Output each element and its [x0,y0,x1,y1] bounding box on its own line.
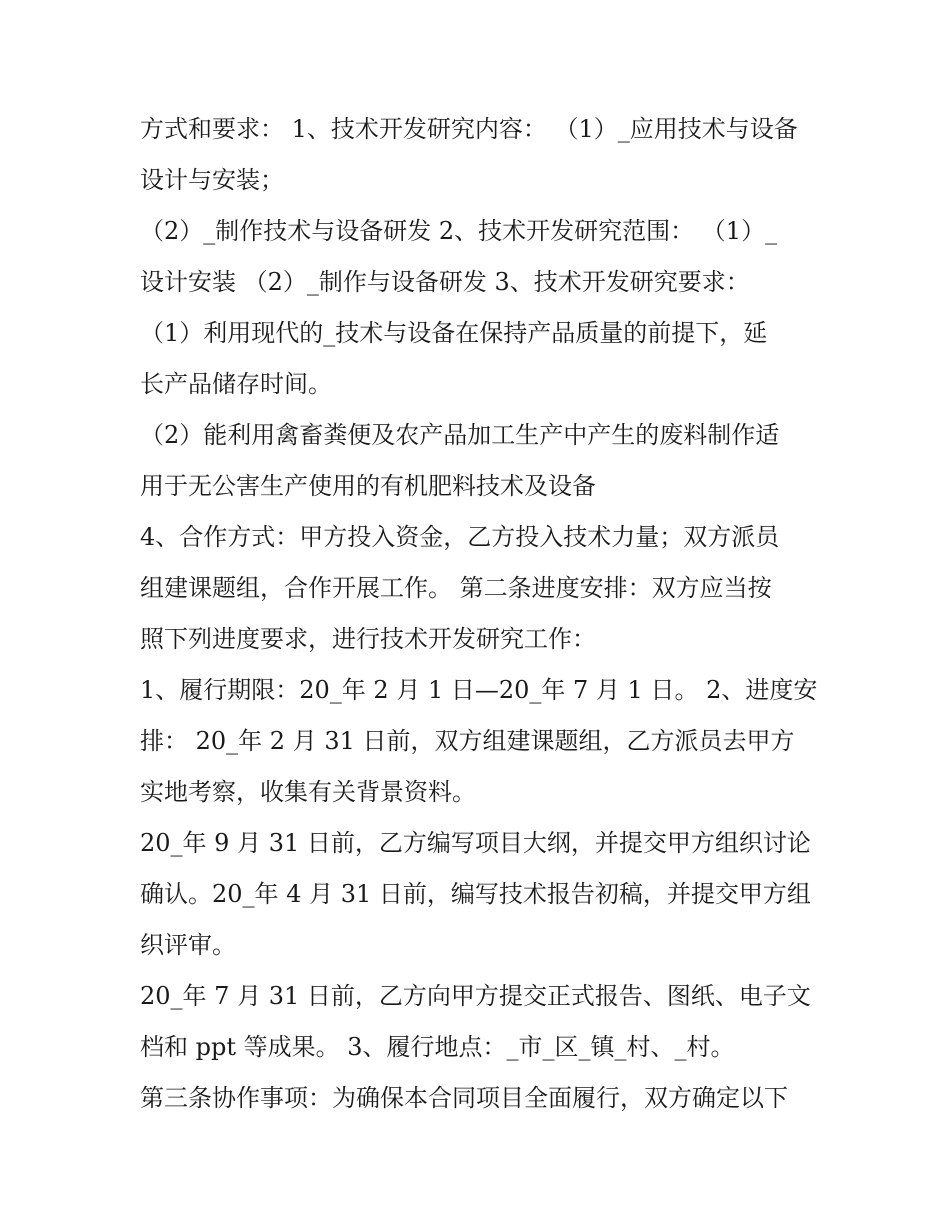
text-line: 确认。20_年 4 月 31 日前，编写技术报告初稿，并提交甲方组 [140,880,811,908]
text-line: 1、履行期限：20_年 2 月 1 日—20_年 7 月 1 日。 2、进度安 [140,676,818,704]
text-line: 方式和要求： 1、技术开发研究内容： （1）_应用技术与设备 [140,115,798,143]
text-line: 20_年 7 月 31 日前，乙方向甲方提交正式报告、图纸、电子文 [140,982,811,1010]
text-line: 设计与安装； [140,166,284,194]
text-line: （1）利用现代的_技术与设备在保持产品质量的前提下，延 [140,319,768,347]
text-line: 排： 20_年 2 月 31 日前，双方组建课题组，乙方派员去甲方 [140,727,795,755]
text-line: 用于无公害生产使用的有机肥料技术及设备 [140,472,596,500]
text-line: 长产品储存时间。 [140,370,332,398]
text-line: 实地考察，收集有关背景资料。 [140,778,476,806]
text-line: 档和 ppt 等成果。 3、履行地点：_市_区_镇_村、_村。 [140,1033,735,1061]
text-line: 设计安装 （2）_制作与设备研发 3、技术开发研究要求： [140,268,750,296]
text-line: 织评审。 [140,931,236,959]
document-body [140,104,830,1124]
text-line: 第三条协作事项：为确保本合同项目全面履行，双方确定以下 [140,1084,788,1112]
text-line: 20_年 9 月 31 日前，乙方编写项目大纲，并提交甲方组织讨论 [140,829,811,857]
text-line: （2）_制作技术与设备研发 2、技术开发研究范围： （1）_ [140,217,778,245]
text-line: 4、合作方式：甲方投入资金，乙方投入技术力量；双方派员 [140,523,780,551]
text-line: （2）能利用禽畜粪便及农产品加工生产中产生的废料制作适 [140,421,780,449]
text-line: 组建课题组，合作开展工作。 第二条进度安排：双方应当按 [140,574,772,602]
text-line: 照下列进度要求，进行技术开发研究工作： [140,625,596,653]
